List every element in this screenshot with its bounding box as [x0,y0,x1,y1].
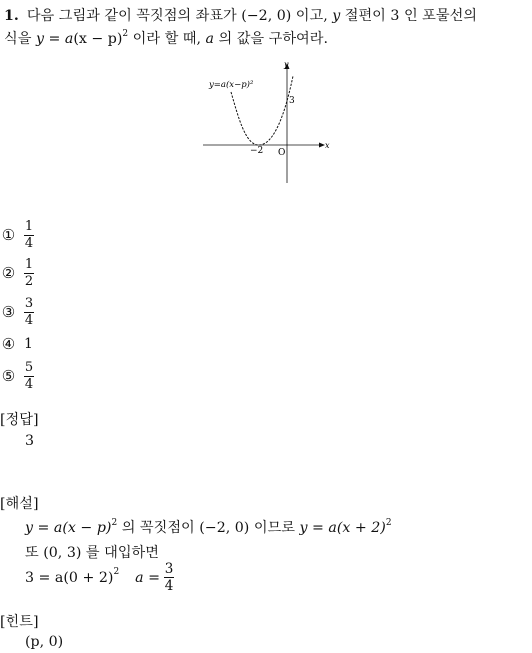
option-5-denominator: 4 [24,376,34,392]
solution-label: [해설] [0,496,39,512]
y-axis-label: y [284,60,289,69]
question-text-g: 의 값을 구하여라. [218,31,328,47]
option-3-fraction [24,297,34,328]
option-2-denominator: 2 [24,273,34,289]
option-2-mark: ② [1,264,16,282]
x-axis-label: x [325,141,330,150]
solution-denominator: 4 [164,578,174,594]
option-1[interactable] [0,219,34,251]
question-text-e: 식을 [4,31,32,47]
question-text-d: 인 포물선의 [403,8,477,24]
question-text-b: 이고, [295,8,328,24]
solution-equation-3: 3 = a(0 + 2) [25,569,114,586]
option-5-mark: ⑤ [1,367,16,385]
solution-exponent-1: 2 [111,518,118,529]
question-line-1 [4,6,530,26]
parabola-figure [198,56,338,188]
equation-y: y [35,31,44,47]
y-variable: y [332,8,341,24]
solution-text-1: 의 꼭짓점이 [121,520,195,536]
question-text [4,6,530,49]
option-5[interactable] [0,360,34,392]
solution-equation-1: y = a(x − p) [25,520,112,536]
option-2-numerator: 1 [24,256,34,272]
hint-label: [힌트] [0,614,39,630]
option-4[interactable] [0,328,33,360]
option-1-fraction [24,220,34,251]
hint-value: (p, 0) [25,634,64,650]
intercept-label: 3 [289,96,295,106]
equation-a: a [64,31,74,47]
solution-text-4: 를 대입하면 [85,545,159,561]
option-5-numerator: 5 [24,359,34,375]
solution-text-2: 이므로 [253,520,295,536]
option-1-mark: ① [1,226,16,244]
option-4-mark: ④ [1,335,16,353]
intercept-value: 3 [390,8,400,24]
solution-line-2 [25,542,159,562]
option-1-numerator: 1 [24,218,34,234]
question-line-2 [4,29,530,49]
question-number: 1. [4,8,19,24]
option-3-denominator: 4 [24,312,34,328]
origin-label: O [278,148,286,158]
option-3[interactable] [0,296,34,328]
question-text-f: 이라 할 때, [132,31,202,47]
option-3-mark: ③ [1,303,16,321]
solution-fraction [164,562,174,593]
equation-exponent: 2 [122,29,129,40]
option-4-value: 1 [24,336,33,352]
answer-label: [정답] [0,412,39,428]
vertex-label: −2 [250,146,264,156]
solution-numerator: 3 [164,561,174,577]
option-1-denominator: 4 [24,235,34,251]
option-2-fraction [24,258,34,289]
question-text-a: 다음 그림과 같이 꼭짓점의 좌표가 [26,8,237,24]
solution-line-1 [25,517,392,537]
answer-value: 3 [25,433,35,449]
option-2[interactable] [0,257,34,289]
solution-exponent-2: 2 [385,518,392,529]
vertex-coordinate: (−2, 0) [241,8,292,24]
solution-equation-2: y = a(x + 2) [299,520,386,536]
option-3-numerator: 3 [24,295,34,311]
equation-equals: = [43,31,65,47]
curve-label: y=a(x−p)² [209,80,254,90]
solution-a-equals: a = [135,569,161,586]
solution-point: (0, 3) [43,545,82,561]
solution-vertex: (−2, 0) [199,520,250,536]
solution-line-3: 3 = a(0 + 2) $^2$ a = 3 4 [25,561,174,594]
a-variable: a [205,31,214,47]
question-text-c: 절편이 [344,8,386,24]
equation-paren: (x − p) [73,31,123,47]
solution-text-3: 또 [25,545,39,561]
option-5-fraction [24,361,34,392]
